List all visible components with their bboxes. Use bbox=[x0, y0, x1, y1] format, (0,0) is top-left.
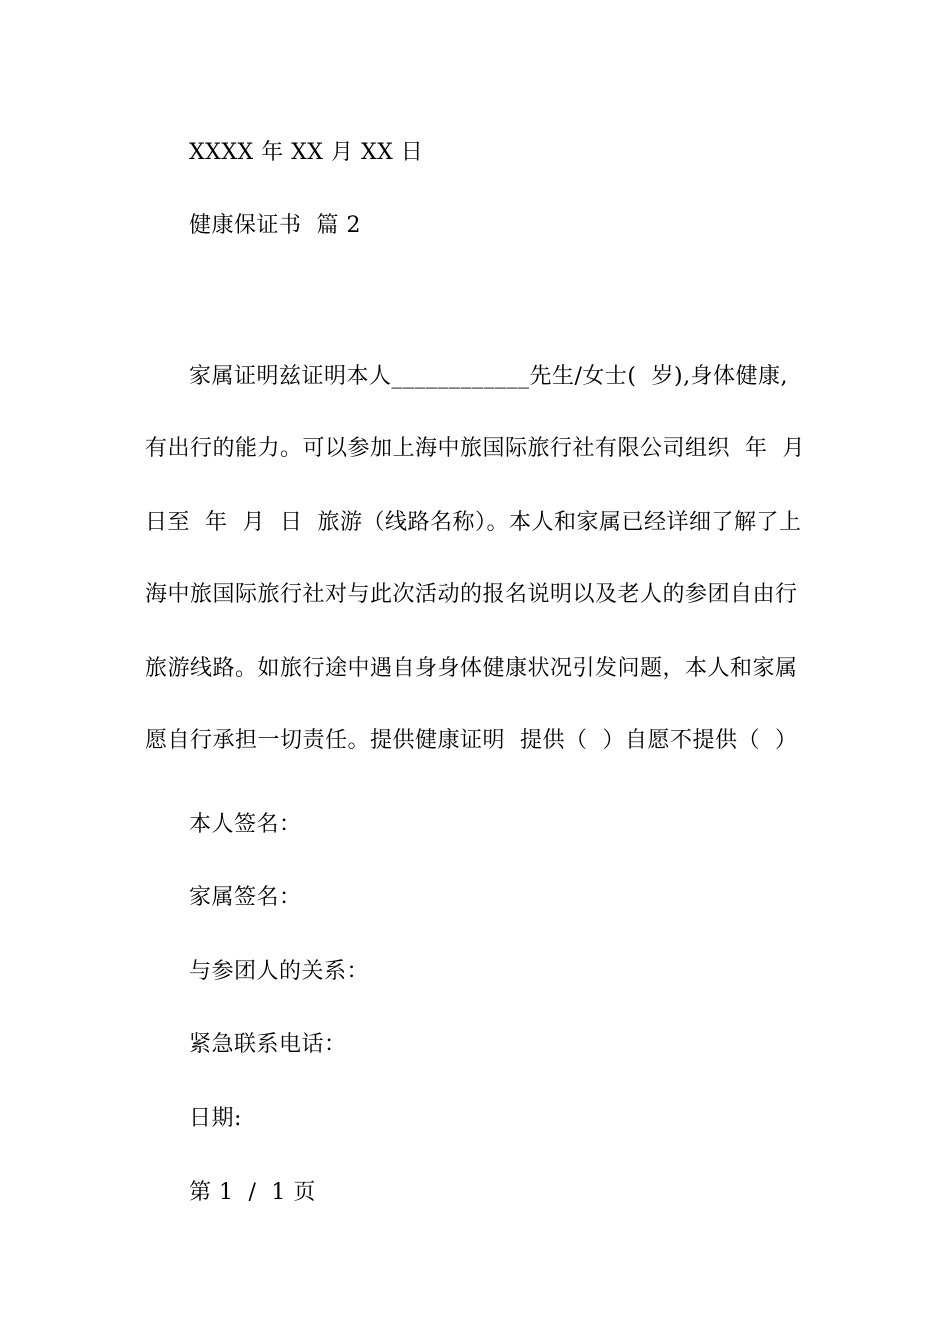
body-paragraph-line: 海中旅国际旅行社对与此次活动的报名说明以及老人的参团自由行 bbox=[145, 582, 798, 607]
date-label: 日期: bbox=[189, 1106, 242, 1131]
body-paragraph-line: 家属证明兹证明本人____________先生/女士( 岁),身体健康, bbox=[189, 364, 789, 389]
section-title: 健康保证书 篇 2 bbox=[189, 213, 361, 238]
family-signature-label: 家属签名： bbox=[189, 885, 302, 910]
date-line: XXXX 年 XX 月 XX 日 bbox=[189, 140, 424, 165]
body-paragraph-line: 愿自行承担一切责任。提供健康证明 提供（ ）自愿不提供（ ） bbox=[145, 728, 798, 753]
body-paragraph-line: 日至 年 月 日 旅游（线路名称）。本人和家属已经详细了解了上 bbox=[145, 510, 802, 535]
page-number: 第 1 / 1 页 bbox=[189, 1180, 316, 1205]
emergency-phone-label: 紧急联系电话： bbox=[189, 1032, 347, 1057]
self-signature-label: 本人签名： bbox=[189, 812, 302, 837]
body-paragraph-line: 有出行的能力。可以参加上海中旅国际旅行社有限公司组织 年 月 bbox=[145, 436, 805, 461]
body-paragraph-line: 旅游线路。如旅行途中遇自身身体健康状况引发问题，本人和家属 bbox=[145, 656, 798, 681]
relationship-label: 与参团人的关系： bbox=[189, 959, 370, 984]
